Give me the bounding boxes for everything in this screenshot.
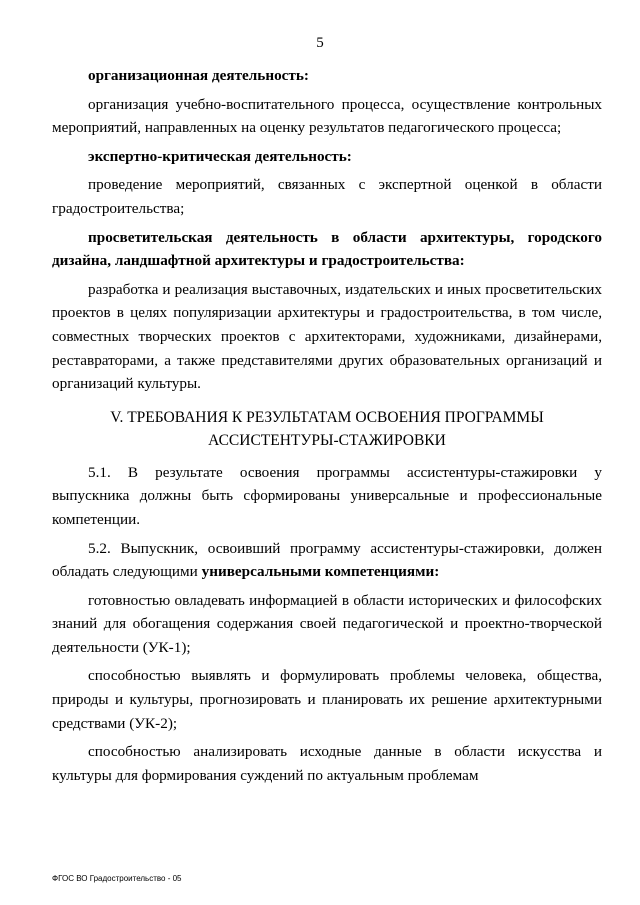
- paragraph-uk-2: способностью выявлять и формулировать проблемы человека, общества, природы и культуры, прогнозировать и планировать их решение архитектурными средствами (УК-2);: [52, 667, 602, 732]
- document-footer: ФГОС ВО Градостроительство - 05: [52, 874, 182, 883]
- page-body: [52, 64, 602, 792]
- paragraph-education-activity-text: разработка и реализация выставочных, издательских и иных просветительских проектов в целях популяризации архитектуры и градостроительства, в том числе, совместных творческих проектов с архитекторами, художниками, дизайнерами, реставраторами, а также представителями других образовательных организаций и организаций культуры.: [52, 280, 602, 393]
- paragraph-org-activity-text: организация учебно-воспитательного процесса, осуществление контрольных мероприятий, направленных на оценку результатов педагогического процесса;: [52, 95, 602, 137]
- paragraph-5-1: 5.1. В результате освоения программы ассистентуры-стажировки у выпускника должны быть сформированы универсальные и профессиональные компетенции.: [52, 463, 602, 528]
- section-heading: [52, 406, 602, 452]
- section-heading-line-1: V. ТРЕБОВАНИЯ К РЕЗУЛЬТАТАМ ОСВОЕНИЯ ПРОГРАММЫ: [110, 408, 544, 426]
- paragraph-org-activity-heading: организационная деятельность:: [88, 67, 309, 84]
- page-number: 5: [316, 35, 324, 51]
- paragraph-uk-1: готовностью овладевать информацией в области исторических и философских знаний для обогащения содержания своей педагогической и проектно-творческой деятельности (УК-1);: [52, 591, 602, 656]
- paragraph-expert-activity-text: проведение мероприятий, связанных с экспертной оценкой в области градостроительства;: [52, 176, 602, 217]
- paragraph-5-2-text: 5.2. Выпускник, освоивший программу ассистентуры-стажировки, должен обладать следующими: [52, 539, 602, 581]
- paragraph-expert-activity-heading: экспертно-критическая деятельность:: [88, 147, 352, 165]
- paragraph-5-2: [52, 537, 602, 584]
- paragraph-5-2-bold: универсальными компетенциями:: [201, 563, 440, 581]
- paragraph-uk-3-start: способностью анализировать исходные данные в области искусства и культуры для формирования суждений по актуальным проблемам: [52, 743, 602, 784]
- section-heading-line-2: АССИСТЕНТУРЫ-СТАЖИРОВКИ: [208, 431, 446, 449]
- paragraph-education-activity-heading: просветительская деятельность в области архитектуры, городского дизайна, ландшафтной архитектуры и градостроительства:: [52, 228, 602, 270]
